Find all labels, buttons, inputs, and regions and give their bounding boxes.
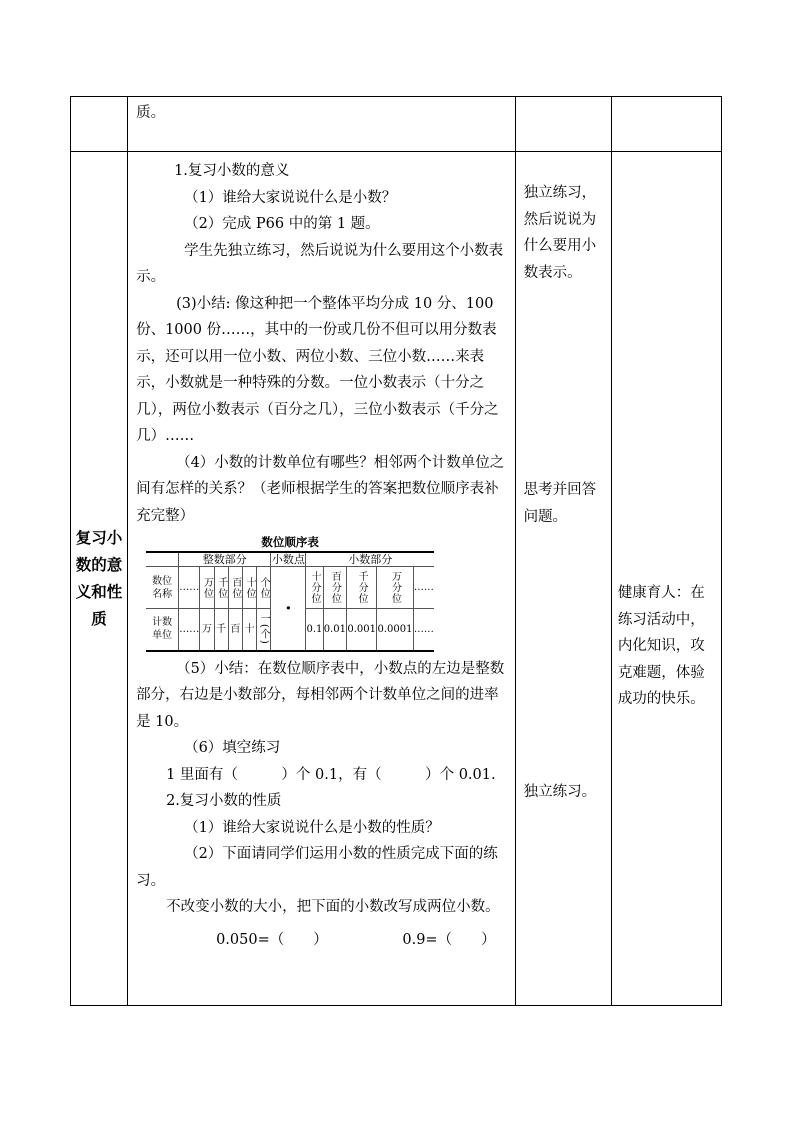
dec-name-cell: 百分位: [323, 567, 347, 609]
lesson-table: [70, 96, 722, 1006]
decimal-point-cell: ·: [271, 567, 306, 651]
content-line: （4）小数的计数单位有哪些？相邻两个计数单位之间有怎样的关系？（老师根据学生的答案把数位顺序表补充完整）: [136, 454, 505, 524]
int-name-cell: 个位: [257, 567, 271, 609]
content-line: 学生先独立练习，然后说说为什么要用这个小数表示。: [136, 242, 504, 285]
content-line: 不改变小数的大小，把下面的小数改写成两位小数。: [166, 899, 500, 915]
content-cell: [128, 97, 516, 152]
digit-table-title: 数位顺序表: [261, 535, 319, 549]
exercise-item: 0.050=（ ）: [216, 931, 328, 948]
digit-table-corner: [146, 552, 179, 567]
int-name-cell: ……: [179, 567, 200, 609]
int-name-cell: 十位: [242, 567, 256, 609]
int-name-cell: 万位: [200, 567, 214, 609]
content-line: （2）下面请同学们运用小数的性质完成下面的练习。: [136, 846, 498, 889]
content-cell: [128, 152, 516, 1006]
digit-table-grid: [146, 551, 434, 652]
dec-part-header: 小数部分: [306, 552, 434, 567]
activity-cell-empty: [515, 97, 611, 152]
digit-order-table: [146, 533, 434, 652]
content-line: 质。: [136, 105, 166, 121]
int-unit-cell: 百: [228, 609, 242, 651]
note-cell-empty: [611, 97, 721, 152]
heading-line: 2.复习小数的性质: [166, 793, 282, 809]
dec-unit-cell: 0.001: [347, 609, 377, 651]
exercise-item: 0.9=（ ）: [402, 931, 496, 948]
activity-text: 独立练习，然后说说为什么要用小数表示。: [523, 185, 597, 281]
int-part-header: 整数部分: [179, 552, 271, 567]
content-line: （6）填空练习: [184, 740, 281, 756]
section-label-cell: [71, 152, 128, 1006]
dec-name-cell: 十分位: [306, 567, 323, 609]
int-unit-cell: 万: [200, 609, 214, 651]
int-unit-cell: 十: [242, 609, 256, 651]
table-row: [71, 97, 722, 152]
int-name-cell: 千位: [214, 567, 228, 609]
row-name-label: 数位名称: [146, 567, 179, 609]
content-line: （1）谁给大家说说什么是小数？: [184, 189, 397, 206]
table-row: [71, 152, 722, 1006]
content-line: (3)小结: 像这种把一个整体平均分成 10 分、100 份、1000 份……，其中的一份或几份不但可以用分数表示，还可以用一位小数、两位小数、三位小数……来表示，小数就是一种特殊的分数。一位小数表示（十分之几），两位小数表示（百分之几），三位小数表示（千分之几）……: [136, 295, 499, 444]
int-unit-cell: 千: [214, 609, 228, 651]
row-unit-label: 计数单位: [146, 609, 179, 651]
int-name-cell: 百位: [228, 567, 242, 609]
label-cell-empty: [71, 97, 128, 152]
note-text: 健康育人：在练习活动中，内化知识，攻克难题，体验成功的快乐。: [617, 585, 705, 707]
activity-text: 独立练习。: [523, 784, 597, 800]
content-line: 1 里面有（ ）个 0.1，有（ ）个 0.01.: [166, 766, 496, 783]
section-label: 复习小数的意义和性质: [75, 528, 123, 628]
dec-name-cell: 万分位: [377, 567, 414, 609]
point-header: 小数点: [271, 553, 305, 566]
dec-unit-cell: ……: [413, 609, 434, 651]
dec-name-cell: ……: [413, 567, 434, 609]
int-unit-cell: 一(个): [257, 609, 271, 651]
activity-cell: [515, 152, 611, 1006]
dec-unit-cell: 0.0001: [377, 609, 414, 651]
dec-unit-cell: 0.01: [323, 609, 347, 651]
exercise-line: [136, 927, 507, 954]
content-line: （5）小结：在数位顺序表中，小数点的左边是整数部分，右边是小数部分，每相邻两个计数单位之间的进率是 10。: [136, 660, 505, 730]
content-line: （2）完成 P66 中的第 1 题。: [184, 216, 380, 232]
dec-name-cell: 千分位: [347, 567, 377, 609]
note-cell: [611, 152, 721, 1006]
heading-line: 1.复习小数的意义: [174, 163, 290, 179]
int-unit-cell: ……: [179, 609, 200, 651]
activity-text: 思考并回答问题。: [523, 482, 597, 525]
dec-unit-cell: 0.1: [306, 609, 323, 651]
content-line: （1）谁给大家说说什么是小数的性质？: [184, 819, 440, 836]
